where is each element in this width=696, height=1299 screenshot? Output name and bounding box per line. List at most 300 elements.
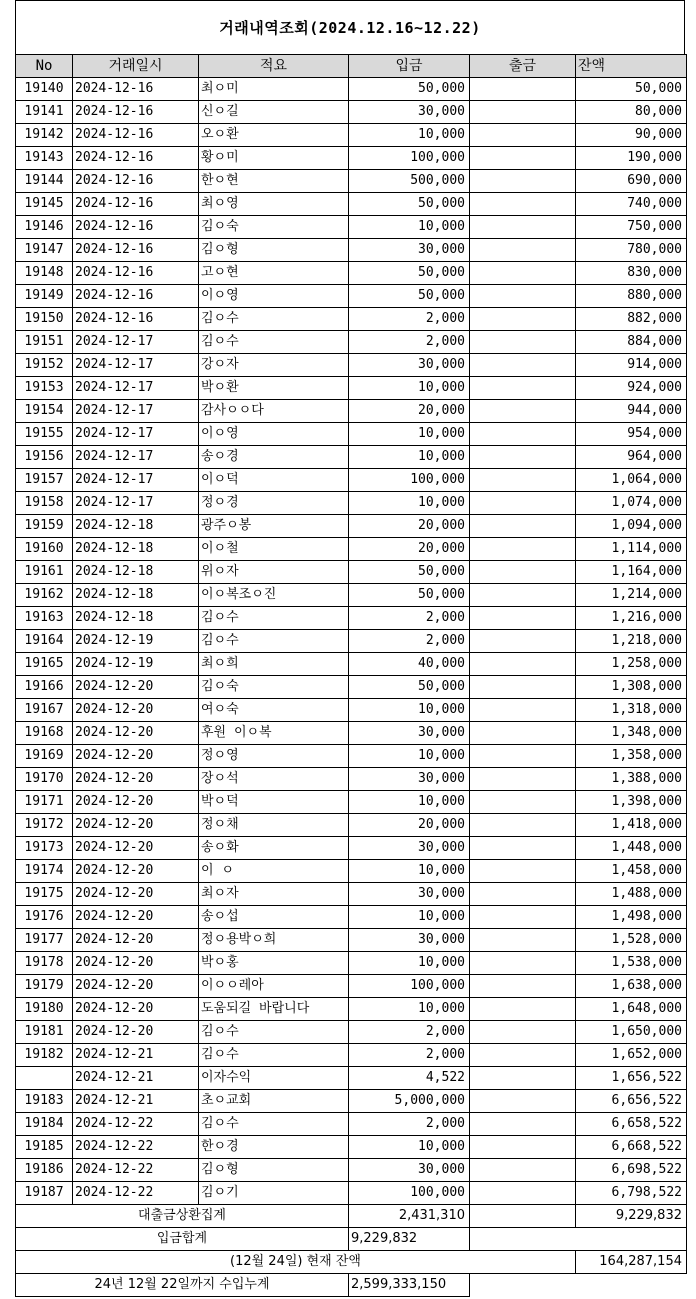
table-row <box>16 101 687 124</box>
row-date: 2024-12-20 <box>73 1021 199 1044</box>
row-date: 2024-12-16 <box>73 308 199 331</box>
row-balance: 1,258,000 <box>576 653 687 676</box>
row-deposit: 100,000 <box>349 469 470 492</box>
table-row <box>16 1182 687 1205</box>
row-no: 19157 <box>16 469 73 492</box>
row-no: 19158 <box>16 492 73 515</box>
row-balance: 1,214,000 <box>576 584 687 607</box>
row-memo: 김ㅇ수 <box>199 1044 349 1067</box>
row-withdrawal <box>470 699 576 722</box>
row-deposit: 4,522 <box>349 1067 470 1090</box>
row-deposit: 10,000 <box>349 791 470 814</box>
row-no: 19174 <box>16 860 73 883</box>
row-date: 2024-12-18 <box>73 538 199 561</box>
row-deposit: 20,000 <box>349 814 470 837</box>
row-date: 2024-12-20 <box>73 676 199 699</box>
row-withdrawal <box>470 883 576 906</box>
row-memo: 강ㅇ자 <box>199 354 349 377</box>
row-memo: 김ㅇ숙 <box>199 216 349 239</box>
table-row <box>16 883 687 906</box>
row-no: 19149 <box>16 285 73 308</box>
row-deposit: 30,000 <box>349 768 470 791</box>
row-balance: 190,000 <box>576 147 687 170</box>
row-deposit: 50,000 <box>349 78 470 101</box>
row-date: 2024-12-20 <box>73 998 199 1021</box>
row-date: 2024-12-20 <box>73 814 199 837</box>
row-memo: 박ㅇ홍 <box>199 952 349 975</box>
table-row <box>16 331 687 354</box>
table-row <box>16 216 687 239</box>
loan-summary-balance: 9,229,832 <box>576 1205 687 1228</box>
table-row <box>16 377 687 400</box>
row-memo: 김ㅇ수 <box>199 308 349 331</box>
row-withdrawal <box>470 400 576 423</box>
row-no: 19185 <box>16 1136 73 1159</box>
row-memo: 최ㅇ미 <box>199 78 349 101</box>
row-balance: 954,000 <box>576 423 687 446</box>
row-withdrawal <box>470 791 576 814</box>
table-row <box>16 975 687 998</box>
row-deposit: 10,000 <box>349 906 470 929</box>
row-no: 19178 <box>16 952 73 975</box>
row-memo: 후원 이ㅇ복 <box>199 722 349 745</box>
row-date: 2024-12-16 <box>73 193 199 216</box>
row-balance: 944,000 <box>576 400 687 423</box>
row-withdrawal <box>470 377 576 400</box>
row-no: 19165 <box>16 653 73 676</box>
row-deposit: 2,000 <box>349 1021 470 1044</box>
table-row <box>16 929 687 952</box>
row-withdrawal <box>470 492 576 515</box>
row-balance: 1,638,000 <box>576 975 687 998</box>
table-row <box>16 745 687 768</box>
row-balance: 1,648,000 <box>576 998 687 1021</box>
row-memo: 김ㅇ수 <box>199 1113 349 1136</box>
row-no: 19167 <box>16 699 73 722</box>
row-withdrawal <box>470 308 576 331</box>
table-row <box>16 653 687 676</box>
row-withdrawal <box>470 561 576 584</box>
row-balance: 780,000 <box>576 239 687 262</box>
row-memo: 정ㅇ채 <box>199 814 349 837</box>
row-date: 2024-12-17 <box>73 377 199 400</box>
row-no: 19176 <box>16 906 73 929</box>
row-date: 2024-12-20 <box>73 699 199 722</box>
row-withdrawal <box>470 78 576 101</box>
row-balance: 1,652,000 <box>576 1044 687 1067</box>
row-date: 2024-12-17 <box>73 469 199 492</box>
row-withdrawal <box>470 331 576 354</box>
table-row <box>16 446 687 469</box>
row-date: 2024-12-20 <box>73 722 199 745</box>
row-no: 19182 <box>16 1044 73 1067</box>
table-row <box>16 492 687 515</box>
row-memo: 장ㅇ석 <box>199 768 349 791</box>
row-balance: 1,358,000 <box>576 745 687 768</box>
row-no: 19145 <box>16 193 73 216</box>
row-date: 2024-12-21 <box>73 1044 199 1067</box>
row-deposit: 30,000 <box>349 929 470 952</box>
row-withdrawal <box>470 906 576 929</box>
row-balance: 884,000 <box>576 331 687 354</box>
row-deposit: 30,000 <box>349 354 470 377</box>
table-row <box>16 1067 687 1090</box>
row-memo: 송ㅇ경 <box>199 446 349 469</box>
row-no: 19140 <box>16 78 73 101</box>
row-balance: 880,000 <box>576 285 687 308</box>
row-no: 19153 <box>16 377 73 400</box>
table-row <box>16 699 687 722</box>
row-deposit: 30,000 <box>349 1159 470 1182</box>
row-balance: 690,000 <box>576 170 687 193</box>
table-row <box>16 837 687 860</box>
row-withdrawal <box>470 630 576 653</box>
row-deposit: 20,000 <box>349 515 470 538</box>
deposit-total-row <box>16 1228 687 1251</box>
row-memo: 정ㅇ경 <box>199 492 349 515</box>
row-memo: 김ㅇ수 <box>199 331 349 354</box>
row-date: 2024-12-19 <box>73 653 199 676</box>
row-no: 19143 <box>16 147 73 170</box>
row-memo: 정ㅇ용박ㅇ희 <box>199 929 349 952</box>
row-date: 2024-12-16 <box>73 124 199 147</box>
row-no: 19181 <box>16 1021 73 1044</box>
row-memo: 이ㅇ영 <box>199 285 349 308</box>
row-deposit: 10,000 <box>349 1136 470 1159</box>
row-no: 19160 <box>16 538 73 561</box>
row-date: 2024-12-18 <box>73 607 199 630</box>
row-balance: 80,000 <box>576 101 687 124</box>
row-memo: 송ㅇ섭 <box>199 906 349 929</box>
table-row <box>16 1090 687 1113</box>
table-row <box>16 124 687 147</box>
row-deposit: 10,000 <box>349 745 470 768</box>
row-withdrawal <box>470 285 576 308</box>
table-row <box>16 423 687 446</box>
row-date: 2024-12-17 <box>73 446 199 469</box>
row-memo: 위ㅇ자 <box>199 561 349 584</box>
row-date: 2024-12-20 <box>73 860 199 883</box>
row-deposit: 10,000 <box>349 492 470 515</box>
table-row <box>16 906 687 929</box>
row-no: 19155 <box>16 423 73 446</box>
table-row <box>16 722 687 745</box>
row-date: 2024-12-22 <box>73 1182 199 1205</box>
row-date: 2024-12-20 <box>73 975 199 998</box>
table-row <box>16 607 687 630</box>
row-balance: 1,448,000 <box>576 837 687 860</box>
table-row <box>16 998 687 1021</box>
row-deposit: 10,000 <box>349 124 470 147</box>
row-date: 2024-12-18 <box>73 561 199 584</box>
row-balance: 1,164,000 <box>576 561 687 584</box>
row-withdrawal <box>470 722 576 745</box>
row-date: 2024-12-22 <box>73 1159 199 1182</box>
row-memo: 김ㅇ기 <box>199 1182 349 1205</box>
row-memo: 한ㅇ현 <box>199 170 349 193</box>
row-date: 2024-12-16 <box>73 239 199 262</box>
table-row <box>16 791 687 814</box>
row-balance: 882,000 <box>576 308 687 331</box>
row-balance: 50,000 <box>576 78 687 101</box>
row-no: 19146 <box>16 216 73 239</box>
row-memo: 이ㅇ덕 <box>199 469 349 492</box>
row-no: 19183 <box>16 1090 73 1113</box>
row-deposit: 2,000 <box>349 630 470 653</box>
row-withdrawal <box>470 101 576 124</box>
row-withdrawal <box>470 952 576 975</box>
row-deposit: 50,000 <box>349 561 470 584</box>
table-row <box>16 147 687 170</box>
row-deposit: 30,000 <box>349 883 470 906</box>
row-date: 2024-12-20 <box>73 837 199 860</box>
loan-summary-deposit: 2,431,310 <box>349 1205 470 1228</box>
row-balance: 914,000 <box>576 354 687 377</box>
table-row <box>16 469 687 492</box>
current-balance-row <box>16 1251 687 1274</box>
row-deposit: 30,000 <box>349 101 470 124</box>
row-deposit: 100,000 <box>349 147 470 170</box>
row-no: 19184 <box>16 1113 73 1136</box>
header-date: 거래일시 <box>73 55 199 78</box>
row-balance: 1,216,000 <box>576 607 687 630</box>
row-balance: 924,000 <box>576 377 687 400</box>
row-date: 2024-12-22 <box>73 1136 199 1159</box>
row-balance: 6,698,522 <box>576 1159 687 1182</box>
row-date: 2024-12-17 <box>73 492 199 515</box>
row-deposit: 50,000 <box>349 676 470 699</box>
row-withdrawal <box>470 423 576 446</box>
row-balance: 1,528,000 <box>576 929 687 952</box>
row-date: 2024-12-16 <box>73 101 199 124</box>
table-row <box>16 538 687 561</box>
row-no: 19151 <box>16 331 73 354</box>
table-row <box>16 1021 687 1044</box>
row-withdrawal <box>470 814 576 837</box>
row-withdrawal <box>470 1159 576 1182</box>
row-no <box>16 1067 73 1090</box>
row-deposit: 30,000 <box>349 722 470 745</box>
row-date: 2024-12-20 <box>73 883 199 906</box>
row-deposit: 50,000 <box>349 262 470 285</box>
row-withdrawal <box>470 745 576 768</box>
row-balance: 1,064,000 <box>576 469 687 492</box>
row-withdrawal <box>470 354 576 377</box>
table-row <box>16 584 687 607</box>
row-deposit: 2,000 <box>349 308 470 331</box>
row-date: 2024-12-21 <box>73 1067 199 1090</box>
row-date: 2024-12-20 <box>73 952 199 975</box>
row-date: 2024-12-17 <box>73 400 199 423</box>
table-row <box>16 860 687 883</box>
row-memo: 박ㅇ환 <box>199 377 349 400</box>
row-deposit: 2,000 <box>349 1113 470 1136</box>
row-deposit: 10,000 <box>349 699 470 722</box>
table-row <box>16 285 687 308</box>
row-date: 2024-12-21 <box>73 1090 199 1113</box>
table-row <box>16 354 687 377</box>
row-date: 2024-12-17 <box>73 354 199 377</box>
table-row <box>16 1044 687 1067</box>
row-withdrawal <box>470 929 576 952</box>
row-deposit: 10,000 <box>349 423 470 446</box>
row-withdrawal <box>470 446 576 469</box>
header-deposit: 입금 <box>349 55 470 78</box>
row-withdrawal <box>470 1044 576 1067</box>
row-no: 19163 <box>16 607 73 630</box>
row-memo: 송ㅇ화 <box>199 837 349 860</box>
row-memo: 이ㅇㅇ레아 <box>199 975 349 998</box>
row-deposit: 10,000 <box>349 446 470 469</box>
row-withdrawal <box>470 768 576 791</box>
row-no: 19154 <box>16 400 73 423</box>
row-balance: 964,000 <box>576 446 687 469</box>
row-balance: 1,488,000 <box>576 883 687 906</box>
row-balance: 1,318,000 <box>576 699 687 722</box>
table-row <box>16 1113 687 1136</box>
table-body <box>16 78 687 1205</box>
row-withdrawal <box>470 147 576 170</box>
row-memo: 김ㅇ수 <box>199 630 349 653</box>
row-no: 19170 <box>16 768 73 791</box>
row-no: 19141 <box>16 101 73 124</box>
row-memo: 광주ㅇ봉 <box>199 515 349 538</box>
row-no: 19148 <box>16 262 73 285</box>
row-memo: 한ㅇ경 <box>199 1136 349 1159</box>
row-withdrawal <box>470 193 576 216</box>
row-deposit: 10,000 <box>349 952 470 975</box>
row-deposit: 20,000 <box>349 400 470 423</box>
row-balance: 830,000 <box>576 262 687 285</box>
row-withdrawal <box>470 975 576 998</box>
table-row <box>16 193 687 216</box>
row-deposit: 2,000 <box>349 607 470 630</box>
row-deposit: 100,000 <box>349 1182 470 1205</box>
cumulative-value: 2,599,333,150 <box>349 1274 470 1297</box>
row-memo: 이ㅇ영 <box>199 423 349 446</box>
row-deposit: 40,000 <box>349 653 470 676</box>
row-balance: 1,538,000 <box>576 952 687 975</box>
title-box <box>15 0 685 54</box>
row-withdrawal <box>470 1182 576 1205</box>
row-deposit: 10,000 <box>349 377 470 400</box>
row-memo: 황ㅇ미 <box>199 147 349 170</box>
row-date: 2024-12-22 <box>73 1113 199 1136</box>
table-row <box>16 515 687 538</box>
deposit-total-empty <box>470 1228 687 1251</box>
row-no: 19171 <box>16 791 73 814</box>
row-memo: 최ㅇ영 <box>199 193 349 216</box>
row-balance: 1,498,000 <box>576 906 687 929</box>
row-balance: 1,348,000 <box>576 722 687 745</box>
row-memo: 고ㅇ현 <box>199 262 349 285</box>
row-no: 19187 <box>16 1182 73 1205</box>
row-balance: 6,656,522 <box>576 1090 687 1113</box>
row-memo: 이 ㅇ <box>199 860 349 883</box>
row-deposit: 50,000 <box>349 584 470 607</box>
row-memo: 초ㅇ교회 <box>199 1090 349 1113</box>
row-balance: 6,798,522 <box>576 1182 687 1205</box>
row-deposit: 500,000 <box>349 170 470 193</box>
row-deposit: 2,000 <box>349 1044 470 1067</box>
row-memo: 김ㅇ형 <box>199 1159 349 1182</box>
row-no: 19159 <box>16 515 73 538</box>
row-withdrawal <box>470 1136 576 1159</box>
row-date: 2024-12-16 <box>73 262 199 285</box>
row-date: 2024-12-18 <box>73 584 199 607</box>
row-no: 19169 <box>16 745 73 768</box>
header-balance: 잔액 <box>576 55 687 78</box>
table-row <box>16 78 687 101</box>
row-balance: 6,658,522 <box>576 1113 687 1136</box>
table-row <box>16 768 687 791</box>
row-memo: 정ㅇ영 <box>199 745 349 768</box>
row-withdrawal <box>470 170 576 193</box>
row-withdrawal <box>470 653 576 676</box>
row-deposit: 20,000 <box>349 538 470 561</box>
row-date: 2024-12-19 <box>73 630 199 653</box>
row-deposit: 30,000 <box>349 239 470 262</box>
table-row <box>16 1159 687 1182</box>
row-balance: 1,398,000 <box>576 791 687 814</box>
row-withdrawal <box>470 584 576 607</box>
row-no: 19164 <box>16 630 73 653</box>
table-row <box>16 262 687 285</box>
deposit-total-value: 9,229,832 <box>349 1228 470 1251</box>
row-withdrawal <box>470 837 576 860</box>
row-withdrawal <box>470 1067 576 1090</box>
row-date: 2024-12-20 <box>73 745 199 768</box>
row-withdrawal <box>470 262 576 285</box>
current-balance-value: 164,287,154 <box>576 1251 687 1274</box>
row-balance: 740,000 <box>576 193 687 216</box>
row-no: 19175 <box>16 883 73 906</box>
row-no: 19172 <box>16 814 73 837</box>
row-withdrawal <box>470 676 576 699</box>
row-no: 19161 <box>16 561 73 584</box>
table-row <box>16 676 687 699</box>
row-memo: 김ㅇ숙 <box>199 676 349 699</box>
row-deposit: 50,000 <box>349 193 470 216</box>
row-withdrawal <box>470 469 576 492</box>
row-withdrawal <box>470 1090 576 1113</box>
row-memo: 최ㅇ자 <box>199 883 349 906</box>
row-balance: 1,656,522 <box>576 1067 687 1090</box>
row-deposit: 5,000,000 <box>349 1090 470 1113</box>
table-row <box>16 239 687 262</box>
header-no: No <box>16 55 73 78</box>
row-memo: 감사ㅇㅇ다 <box>199 400 349 423</box>
row-memo: 최ㅇ희 <box>199 653 349 676</box>
transaction-table <box>15 54 687 1297</box>
row-balance: 1,308,000 <box>576 676 687 699</box>
row-balance: 90,000 <box>576 124 687 147</box>
row-balance: 1,650,000 <box>576 1021 687 1044</box>
row-memo: 이ㅇ복조ㅇ진 <box>199 584 349 607</box>
row-no: 19142 <box>16 124 73 147</box>
row-memo: 이ㅇ철 <box>199 538 349 561</box>
cumulative-label: 24년 12월 22일까지 수입누계 <box>16 1274 349 1297</box>
row-deposit: 100,000 <box>349 975 470 998</box>
row-withdrawal <box>470 1021 576 1044</box>
row-date: 2024-12-17 <box>73 331 199 354</box>
row-date: 2024-12-20 <box>73 768 199 791</box>
row-date: 2024-12-16 <box>73 147 199 170</box>
row-memo: 이자수익 <box>199 1067 349 1090</box>
row-memo: 김ㅇ수 <box>199 1021 349 1044</box>
row-memo: 여ㅇ숙 <box>199 699 349 722</box>
row-date: 2024-12-16 <box>73 216 199 239</box>
